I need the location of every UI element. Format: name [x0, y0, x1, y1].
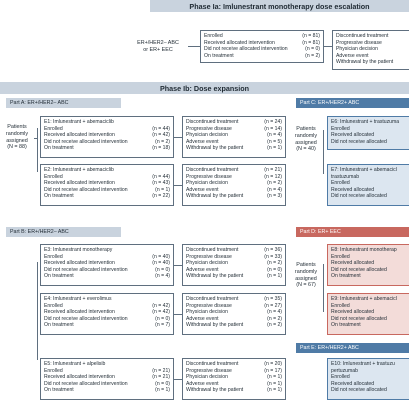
part-d-assigned	[289, 262, 323, 289]
text-phase1b-partE-arms-0-rows-1: Received allocated	[331, 380, 375, 387]
text-phase1b-partA-arms-0-rows-0-label: Enrolled	[44, 125, 63, 132]
text-phase1b-partB-arms-0-rows-1-label: Received allocated intervention	[44, 260, 115, 267]
text-phase1b-partB-arms-0-disc-0-label: Discontinued treatment	[186, 247, 239, 253]
text-phase1b-partA-arms-1-disc-0-label: Discontinued treatment	[186, 167, 239, 173]
text-phase1b-partD-arms-0-rows-1: Received allocated	[331, 260, 375, 267]
text-phase1b-partB-arms-2-rows-2-n: (n = 0)	[155, 380, 170, 387]
text-phase1a-enrollment-1-n: (n = 81)	[302, 39, 320, 46]
connector	[323, 130, 324, 174]
text-phase1b-partD-arms-0-rows-0: Enrolled	[331, 253, 350, 260]
text-phase1a-enrollment-0-n: (n = 81)	[302, 33, 320, 39]
text-phase1b-partE-arms-0-rows-0: Enrolled	[331, 374, 350, 381]
text-phase1b-partB-arms-2-disc-2-label: Physician decision	[186, 374, 228, 381]
text-phase1b-partA-arms-0-disc-4-label: Withdrawal by the patient	[186, 145, 244, 152]
text-phase1b-partA-assigned-1: randomly	[5, 130, 29, 137]
text-phase1b-partA-arms-0-rows-3-label: On treatment	[44, 145, 74, 152]
arm-e9-box	[327, 293, 409, 335]
text-phase1b-partA-arms-1-rows-1-n: (n = 43)	[152, 180, 170, 187]
text-phase1b-partB-arms-0-disc-2-n: (n = 2)	[267, 260, 282, 267]
text-phase1b-partA-arms-1-disc-1-label: Progressive disease	[186, 173, 232, 180]
text-phase1b-partA-arms-0-disc-3-n: (n = 5)	[267, 138, 282, 145]
text-phase1b-partA-arms-1-rows-2-label: Did not receive allocated intervention	[44, 186, 128, 193]
text-phase1b-partB-arms-0-title: E3: Imlunestrant monotherapy	[44, 247, 113, 253]
text-phase1b-partA-arms-0-rows-0-n: (n = 44)	[152, 125, 170, 132]
text-phase1b-partA-arms-0-disc-0-label: Discontinued treatment	[186, 119, 239, 125]
text-phase1b-partD-arms-0-rows-3: On treatment	[331, 273, 361, 280]
part-c-assigned	[289, 126, 323, 153]
arm-e1-discontinued-box	[182, 116, 286, 158]
text-phase1b-partB-arms-1-rows-1-n: (n = 42)	[152, 309, 170, 316]
text-phase1b-partC-arms-1-title: E7: Imlunestrant + abemacicl	[331, 167, 397, 173]
connector	[188, 46, 200, 47]
text-phase1b-partA-arms-0-rows-2-label: Did not receive allocated intervention	[44, 138, 128, 145]
connector	[37, 128, 38, 172]
text-phase1b-partB-arms-2-disc-4-label: Withdrawal by the patient	[186, 387, 244, 394]
text-phase1b-partA-arms-0-title: E1: Imlunestrant + abemaciclib	[44, 119, 114, 125]
text-phase1a-enrollment-3-n: (n = 2)	[305, 52, 320, 59]
text-phase1b-partC-assigned-1: randomly	[294, 132, 318, 139]
text-phase1a-enrollment-1-label: Received allocated intervention	[204, 39, 275, 46]
text-phase1b-partA-arms-0-disc-4-n: (n = 1)	[267, 145, 282, 152]
text-phase1b-partB-arms-2-rows-1-n: (n = 21)	[152, 374, 170, 381]
text-phase1b-partB-arms-0-disc-4-label: Withdrawal by the patient	[186, 273, 244, 280]
text-phase1b-partC-arms-1-rows-1: Received allocated	[331, 186, 375, 193]
part-c-label: Part C: ER+/HER2+ ABC	[296, 98, 409, 108]
arm-e7-box	[327, 164, 409, 206]
text-phase1b-partA-assigned-3: (N = 88)	[7, 144, 27, 151]
text-phase1b-partA-arms-1-disc-0-n: (n = 21)	[264, 167, 282, 173]
text-phase1b-partA-arms-1-rows-2-n: (n = 1)	[155, 186, 170, 193]
text-phase1b-partA-arms-1-title: E2: Imlunestrant + abemaciclib	[44, 167, 114, 173]
connector	[174, 185, 182, 186]
text-phase1b-partC-arms-0-title: E6: Imlunestrant + trastuzuma	[331, 119, 400, 125]
text-phase1b-partB-arms-2-disc-1-n: (n = 17)	[264, 367, 282, 374]
text-phase1b-partC-assigned-3: (N = 40)	[296, 146, 316, 153]
text-phase1b-partE-arms-0-title: E10: Imlunestrant + trastuzu	[331, 361, 395, 367]
text-phase1b-partE-arms-0-rows-2: Did not receive allocated	[331, 387, 387, 394]
text-phase1b-partB-arms-1-rows-0-label: Enrolled	[44, 302, 63, 309]
arm-e3-discontinued-box	[182, 244, 286, 286]
text-phase1a-discontinued-2: Physician decision	[336, 46, 378, 53]
text-phase1b-partB-arms-1-disc-0-label: Discontinued treatment	[186, 296, 239, 302]
text-phase1b-partB-arms-0-rows-3-label: On treatment	[44, 273, 74, 280]
text-phase1b-partA-assigned-0: Patients	[7, 124, 27, 130]
text-phase1a-discontinued-4: Withdrawal by the patient	[336, 59, 394, 66]
text-phase1b-partB-arms-2-disc-0-label: Discontinued treatment	[186, 361, 239, 367]
text-phase1b-partD-assigned-1: randomly	[294, 268, 318, 275]
text-phase1b-partA-arms-1-disc-1-n: (n = 12)	[264, 173, 282, 180]
text-phase1b-partB-arms-1-disc-2-n: (n = 4)	[267, 309, 282, 316]
text-phase1b-partA-arms-1-rows-3-label: On treatment	[44, 193, 74, 200]
phase-ia-population	[128, 40, 188, 54]
text-phase1a-enrollment-0-label: Enrolled	[204, 33, 223, 39]
text-phase1b-partA-arms-1-rows-0-n: (n = 44)	[152, 173, 170, 180]
text-phase1b-partA-arms-1-rows-1-label: Received allocated intervention	[44, 180, 115, 187]
text-phase1b-partD-arms-1-rows-2: Did not receive allocated	[331, 315, 387, 322]
text-phase1b-partA-assigned-2: assigned	[6, 137, 28, 144]
text-phase1b-partB-arms-2-rows-3-n: (n = 1)	[155, 387, 170, 394]
text-phase1b-partB-arms-1-disc-1-label: Progressive disease	[186, 302, 232, 309]
text-phase1b-partD-arms-1-rows-3: On treatment	[331, 322, 361, 329]
text-phase1b-partA-arms-0-rows-3-n: (n = 18)	[152, 145, 170, 152]
text-phase1b-partB-arms-1-disc-2-label: Physician decision	[186, 309, 228, 316]
text-phase1a-population_line2: or ER+ EEC	[143, 46, 173, 53]
arm-e6-box	[327, 116, 409, 150]
text-phase1b-partB-arms-1-rows-3-n: (n = 7)	[155, 322, 170, 329]
text-phase1b-partB-arms-0-rows-0-label: Enrolled	[44, 253, 63, 260]
arm-e2-box	[40, 164, 174, 206]
text-phase1b-partC-arms-1-rows-2: Did not receive allocated	[331, 193, 387, 200]
text-phase1b-partA-arms-0-disc-3-label: Adverse event	[186, 138, 219, 145]
text-phase1b-partB-arms-1-disc-0-n: (n = 35)	[264, 296, 282, 302]
text-phase1b-partC-arms-1-rows-0: Enrolled	[331, 180, 350, 187]
arm-e4-box	[40, 293, 174, 335]
text-phase1b-partB-arms-2-rows-1-label: Received allocated intervention	[44, 374, 115, 381]
text-phase1b-partC-assigned-2: assigned	[295, 139, 317, 146]
arm-e2-discontinued-box	[182, 164, 286, 206]
text-phase1b-partE-arms-0-title2: pertuzumab	[331, 367, 358, 374]
text-phase1b-partB-arms-1-disc-3-label: Adverse event	[186, 315, 219, 322]
text-phase1b-partB-arms-1-rows-3-label: On treatment	[44, 322, 74, 329]
text-phase1a-discontinued-0: Discontinued treatment	[336, 33, 389, 39]
text-phase1b-partA-arms-0-rows-1-label: Received allocated intervention	[44, 132, 115, 139]
text-phase1a-discontinued-1: Progressive disease	[336, 39, 382, 46]
text-phase1b-partD-arms-0-rows-2: Did not receive allocated	[331, 266, 387, 273]
text-phase1a-enrollment-2-label: Did not receive allocated intervention	[204, 46, 288, 53]
text-phase1b-partD-assigned-2: assigned	[295, 275, 317, 282]
text-phase1b-partA-arms-0-disc-1-label: Progressive disease	[186, 125, 232, 132]
text-phase1b-partB-arms-0-disc-0-n: (n = 36)	[264, 247, 282, 253]
phase-ia-enrollment-box	[200, 30, 324, 63]
text-phase1b-partB-arms-2-disc-4-n: (n = 1)	[267, 387, 282, 394]
text-phase1b-partB-arms-0-rows-0-n: (n = 40)	[152, 253, 170, 260]
connector	[174, 265, 182, 266]
text-phase1b-partA-arms-1-disc-2-n: (n = 2)	[267, 180, 282, 187]
text-phase1a-enrollment-2-n: (n = 0)	[305, 46, 320, 53]
text-phase1b-partD-assigned-3: (N = 67)	[296, 282, 316, 289]
text-phase1b-partA-arms-0-rows-2-n: (n = 2)	[155, 138, 170, 145]
arm-e5-box	[40, 358, 174, 400]
text-phase1b-partD-arms-0-title: E8: Imlunestrant monotherap	[331, 247, 397, 253]
text-phase1b-partC-arms-1-title2: trastuzumab	[331, 173, 360, 180]
text-phase1b-partB-arms-0-rows-3-n: (n = 4)	[155, 273, 170, 280]
connector	[323, 264, 324, 312]
text-phase1b-partA-arms-0-disc-0-n: (n = 24)	[264, 119, 282, 125]
connector	[174, 314, 182, 315]
text-phase1a-enrollment-3-label: On treatment	[204, 52, 234, 59]
text-phase1b-partB-arms-2-rows-3-label: On treatment	[44, 387, 74, 394]
text-phase1b-partB-arms-0-disc-3-label: Adverse event	[186, 266, 219, 273]
text-phase1b-partB-arms-1-rows-2-label: Did not receive allocated intervention	[44, 315, 128, 322]
text-phase1b-partB-arms-1-rows-0-n: (n = 42)	[152, 302, 170, 309]
phase-ia-title: Phase Ia: Imlunestrant monotherapy dose escalation	[150, 0, 409, 12]
text-phase1b-partB-arms-1-title: E4: Imlunestrant + everolimus	[44, 296, 112, 302]
text-phase1b-partB-arms-0-disc-4-n: (n = 1)	[267, 273, 282, 280]
phase-ia-discontinued-box	[332, 30, 409, 70]
text-phase1b-partD-assigned-0: Patients	[296, 262, 316, 268]
text-phase1a-discontinued-3: Adverse event	[336, 52, 369, 59]
text-phase1b-partB-arms-0-rows-2-n: (n = 0)	[155, 266, 170, 273]
part-a-assigned	[0, 124, 34, 151]
part-e-label: Part E: ER+/HER2+ ABC	[296, 343, 409, 353]
text-phase1b-partA-arms-0-disc-1-n: (n = 14)	[264, 125, 282, 132]
text-phase1b-partB-arms-2-disc-3-label: Adverse event	[186, 380, 219, 387]
text-phase1b-partC-arms-0-rows-1: Received allocated	[331, 132, 375, 139]
text-phase1b-partB-arms-1-disc-4-label: Withdrawal by the patient	[186, 322, 244, 329]
arm-e8-box	[327, 244, 409, 286]
text-phase1b-partB-arms-2-disc-3-n: (n = 1)	[267, 380, 282, 387]
part-b-label: Part B: ER+/HER2– ABC	[6, 227, 121, 237]
text-phase1b-partB-arms-2-rows-0-label: Enrolled	[44, 367, 63, 374]
text-phase1b-partA-arms-0-disc-2-label: Physician decision	[186, 132, 228, 139]
text-phase1b-partD-arms-1-title: E9: Imlunestrant + abemacicl	[331, 296, 397, 302]
text-phase1b-partB-arms-1-rows-2-n: (n = 0)	[155, 315, 170, 322]
text-phase1b-partB-arms-2-disc-1-label: Progressive disease	[186, 367, 232, 374]
text-phase1b-partB-arms-1-disc-1-n: (n = 27)	[264, 302, 282, 309]
text-phase1b-partA-arms-1-disc-3-n: (n = 4)	[267, 186, 282, 193]
text-phase1b-partB-arms-0-rows-2-label: Did not receive allocated intervention	[44, 266, 128, 273]
text-phase1b-partB-arms-2-rows-2-label: Did not receive allocated intervention	[44, 380, 128, 387]
text-phase1b-partB-arms-2-title: E5: Imlunestrant + alpelisib	[44, 361, 106, 367]
text-phase1b-partB-arms-2-disc-0-n: (n = 20)	[264, 361, 282, 367]
arm-e10-box	[327, 358, 409, 400]
text-phase1b-partA-arms-1-disc-2-label: Physician decision	[186, 180, 228, 187]
text-phase1b-partB-arms-0-disc-2-label: Physician decision	[186, 260, 228, 267]
text-phase1b-partA-arms-0-disc-2-n: (n = 4)	[267, 132, 282, 139]
text-phase1a-population_line1: ER+/HER2– ABC	[137, 40, 179, 46]
arm-e1-box	[40, 116, 174, 158]
text-phase1b-partB-arms-1-rows-1-label: Received allocated intervention	[44, 309, 115, 316]
part-a-label: Part A: ER+/HER2– ABC	[6, 98, 121, 108]
text-phase1b-partB-arms-0-disc-1-n: (n = 33)	[264, 253, 282, 260]
text-phase1b-partA-arms-0-rows-1-n: (n = 42)	[152, 132, 170, 139]
text-phase1b-partB-arms-0-disc-1-label: Progressive disease	[186, 253, 232, 260]
connector	[174, 137, 182, 138]
text-phase1b-partA-arms-1-disc-4-label: Withdrawal by the patient	[186, 193, 244, 200]
arm-e5-discontinued-box	[182, 358, 286, 400]
text-phase1b-partB-arms-1-disc-4-n: (n = 2)	[267, 322, 282, 329]
text-phase1b-partB-arms-0-rows-1-n: (n = 40)	[152, 260, 170, 267]
text-phase1b-partD-arms-1-rows-1: Received allocated	[331, 309, 375, 316]
connector	[174, 379, 182, 380]
connector	[324, 46, 332, 47]
text-phase1b-partD-arms-1-rows-0: Enrolled	[331, 302, 350, 309]
text-phase1b-partA-arms-1-rows-0-label: Enrolled	[44, 173, 63, 180]
text-phase1b-partC-assigned-0: Patients	[296, 126, 316, 132]
text-phase1b-partC-arms-0-rows-2: Did not receive allocated	[331, 138, 387, 145]
connector	[37, 262, 38, 360]
text-phase1b-partA-arms-1-disc-3-label: Adverse event	[186, 186, 219, 193]
text-phase1b-partA-arms-1-rows-3-n: (n = 22)	[152, 193, 170, 200]
text-phase1b-partA-arms-1-disc-4-n: (n = 3)	[267, 193, 282, 200]
text-phase1b-partB-arms-2-rows-0-n: (n = 21)	[152, 367, 170, 374]
phase-ib-title: Phase Ib: Dose expansion	[0, 82, 409, 94]
text-phase1b-partB-arms-0-disc-3-n: (n = 0)	[267, 266, 282, 273]
arm-e4-discontinued-box	[182, 293, 286, 335]
text-phase1b-partB-arms-1-disc-3-n: (n = 2)	[267, 315, 282, 322]
text-phase1b-partB-arms-2-disc-2-n: (n = 1)	[267, 374, 282, 381]
arm-e3-box	[40, 244, 174, 286]
text-phase1b-partC-arms-0-rows-0: Enrolled	[331, 125, 350, 132]
part-d-label: Part D: ER+ EEC	[296, 227, 409, 237]
